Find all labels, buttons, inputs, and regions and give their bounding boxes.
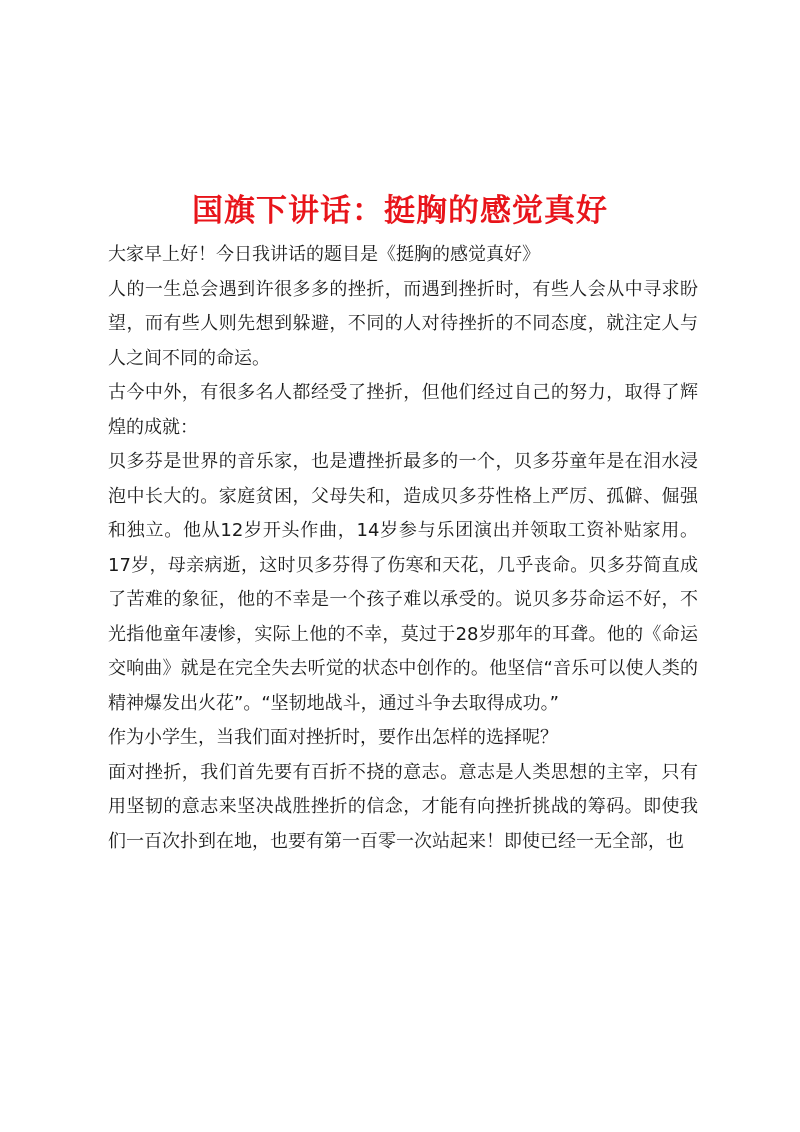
paragraph-greeting: 大家早上好！今日我讲话的题目是《挺胸的感觉真好》 bbox=[108, 244, 540, 265]
document-body bbox=[108, 238, 698, 859]
paragraph-famous-people: 古今中外，有很多名人都经受了挫折，但他们经过自己的努力，取得了辉煌的成就： bbox=[108, 382, 698, 438]
paragraph-beethoven: 贝多芬是世界的音乐家，也是遭挫折最多的一个，贝多芬童年是在泪水浸泡中长大的。家庭贫困，父母失和，造成贝多芬性格上严厉、孤僻、倔强和独立。他从12岁开头作曲，14岁参与乐团演出并领取工资补贴家用。17岁，母亲病逝，这时贝多芬得了伤寒和天花，几乎丧命。贝多芬简直成了苦难的象征，他的不幸是一个孩子难以承受的。说贝多芬命运不好，不光指他童年凄惨，实际上他的不幸，莫过于28岁那年的耳聋。他的《命运交响曲》就是在完全失去听觉的状态中创作的。他坚信“音乐可以使人类的精神爆发出火花”。“坚韧地战斗，通过斗争去取得成功。” bbox=[108, 451, 698, 714]
paragraph-intro: 人的一生总会遇到许很多多的挫折，而遇到挫折时，有些人会从中寻求盼望，而有些人则先想到躲避，不同的人对待挫折的不同态度，就注定人与人之间不同的命运。 bbox=[108, 278, 698, 369]
paragraph-willpower: 面对挫折，我们首先要有百折不挠的意志。意志是人类思想的主宰，只有用坚韧的意志来坚决战胜挫折的信念，才能有向挫折挑战的筹码。即使我们一百次扑到在地，也要有第一百零一次站起来！即使已经一无全部，也 bbox=[108, 761, 698, 852]
document-title: 国旗下讲话：挺胸的感觉真好 bbox=[192, 192, 608, 229]
paragraph-question: 作为小学生，当我们面对挫折时，要作出怎样的选择呢？ bbox=[108, 727, 558, 748]
